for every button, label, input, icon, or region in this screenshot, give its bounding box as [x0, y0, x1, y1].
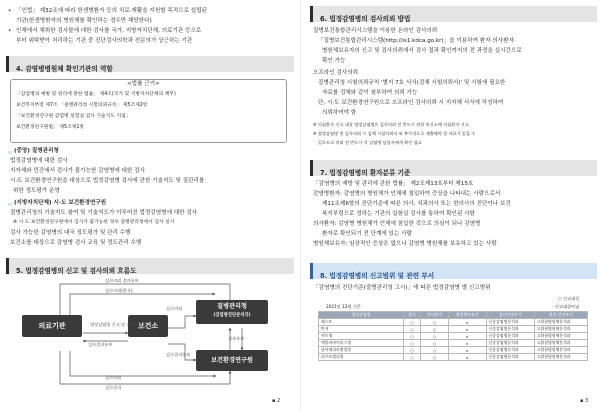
bullet-bar-icon	[8, 151, 12, 154]
local-note: ※ 시·도 보건환경연구원에서 검사가 불가능한 경우 질병관리청에서 검사 실시	[13, 220, 175, 225]
section-6-header	[310, 6, 597, 22]
central-heading: (중앙) 질병관리청	[14, 148, 59, 154]
table-header-cell: 검사담당부서	[486, 312, 534, 319]
sec8-intro: 「감염병의 진단기준(질병관리청 고시)」에 따른 법정감염병 별 신고범위	[313, 285, 491, 291]
table-header-cell: 관리 담당부서	[534, 312, 587, 319]
flow-label: 검사의뢰 결과통보	[105, 278, 139, 283]
flow-label: 검사의뢰	[166, 306, 183, 311]
sec6-item: 「질병보건통합관리시스템(http://is1.kdca.go.kr)」을 이용하여 환자·의사환자·	[318, 38, 516, 44]
legend-item: ○ 신고대상	[558, 296, 580, 301]
table-header-cell: 의사환자	[421, 312, 449, 319]
sec6-item: 질병관리청 시험의뢰규칙 '별지 7호 서식(검체 시험의뢰서)' 및 시험에 필요한	[318, 80, 506, 86]
flow-label: 결과통보	[228, 336, 245, 341]
sec7-item: 환자로 확인되기 전 단계에 있는 사람	[322, 231, 412, 237]
sec6-note: 있으므로 의뢰 전 반드시 각 감염병 담당자에게 확인 필요	[318, 140, 422, 145]
section-7-title: 7. 법정감염병의 환자분류 기준	[320, 169, 411, 177]
table-row: 리프트밸리열 ○ ○ × 신종감염병분석과 고위험병원체분석과	[319, 354, 588, 361]
table-header-cell: 병원체보유자	[448, 312, 486, 319]
table-row: 야토병 ○ ○ × 신종감염병분석과 고위험병원체분석과	[319, 333, 588, 340]
top-item: 「인법」 제32조에 따라 한센병환자 등의 치료·재활을 지원할 목적으로 설립된	[16, 8, 208, 14]
section-7-header	[310, 160, 597, 176]
sec6-item: 단, 시·도 보건환경연구원으로 오프라인 검사의뢰 시 지자체 서식에 작성하여	[318, 100, 504, 106]
flow-label: 검사결과통보	[88, 342, 113, 347]
sec6-note: ※ 법정감염병 및 검사의뢰 시 검체 시험의뢰서 외 추가적으로 제출해야 할 자료가 있을 수	[313, 131, 476, 136]
section-4-header	[6, 56, 294, 72]
health-center-box: 보건소	[128, 315, 168, 337]
top-item: 인체에서 채취한 검사물에 대한 검사를 국가, 지방자치단체, 의료기관 등으로	[16, 28, 202, 34]
legal-item: 보건환경연구원법」 제5조제1항	[16, 125, 85, 130]
section-4-title: 4. 감염병병원체 확인기관의 역할	[16, 65, 113, 73]
sec7-item: 복지부령으로 정하는 기관의 실험실 검사를 통하여 확인된 사람	[322, 211, 475, 217]
sec7-item: 제11조제6항의 진단기준에 따른 의사, 치과의사 또는 한의사의 진단이나 보건	[322, 201, 511, 207]
sec6-item: 오프라인 검사의뢰	[313, 70, 359, 76]
kdca-box	[196, 300, 268, 324]
flow-label: 검사결과	[105, 385, 122, 390]
kdca-title: 질병관리청	[217, 303, 247, 310]
sec7-item: 「감염병의 예방 및 관리에 관한 법률」 제2조제13호부터 제15호	[313, 181, 474, 187]
legal-basis-box	[10, 79, 287, 143]
sec6-note: ※ 의심환자 신고 대상 법정감염병은 검사의뢰 전 반드시 관할 보건소에 의심환자 신고	[313, 122, 469, 127]
table-row: 에볼라바이러스병 ○ ○ × 신종감염병분석과 고위험병원체분석과	[319, 340, 588, 347]
legal-item: 「보건환경연구원 감염병 실험실 검사 기술지도 지침」	[16, 114, 131, 119]
section-8-title: 8. 법정감염병의 신고범위 및 관련 부서	[320, 272, 435, 280]
sec6-item: 의뢰하여야 함	[322, 110, 357, 116]
sec6-item: 자료를 검체와 같이 첨부하여 의뢰 가능	[322, 90, 418, 96]
table-header-cell: 환자	[404, 312, 421, 319]
table-header-cell: 대상감염병	[319, 312, 404, 319]
flow-label: 검사의뢰	[105, 375, 122, 380]
table-row: 탄저 ○ ○ × 신종감염병분석과 고위험병원체분석과	[319, 326, 588, 333]
sec7-item: 감염병환자: 감염병의 병원체가 인체에 침입하여 증상을 나타내는 사람으로서	[313, 191, 501, 197]
page-marker-icon: ▪	[580, 398, 584, 404]
flow-label: 법정감염병 신고 및 검사의뢰	[90, 322, 143, 327]
table-header-row	[319, 312, 588, 319]
central-item: 지자체와 민간에서 검사가 불가능한 감염병에 대한 검사	[10, 168, 145, 174]
top-item: 기관(한센병환자의 병원체를 확인하는 경우만 해당한다)	[16, 18, 152, 24]
institute-box: 보건환경연구원	[196, 350, 268, 371]
section-8-header	[310, 263, 597, 279]
hospital-box: 의료기관	[22, 315, 82, 337]
sec6-item: 질병보건통합관리시스템을 이용한 온라인 검사의뢰	[313, 28, 438, 34]
kdca-subtitle: (감염병진단분석국)	[213, 313, 251, 318]
report-scope-table	[318, 311, 588, 361]
page-marker-icon: ▪	[272, 398, 276, 404]
sec7-item: 병원체보유자: 임상적인 증상은 없으나 감염병 병원체를 보유하고 있는 사람	[313, 241, 497, 247]
sec7-item: 의사환자: 감염병 병원체가 인체에 침입한 것으로 의심이 되나 감염병	[313, 221, 481, 227]
flow-label: 검사의뢰(환자)	[105, 288, 133, 293]
table-row: 페스트 ○ ○ × 신종감염병분석과 고위험병원체분석과	[319, 319, 588, 326]
section-5-header	[6, 258, 294, 274]
sec6-item: 확인 가능	[322, 58, 346, 64]
page-divider	[300, 0, 301, 411]
local-item: 검사 가능한 감염병의 대국 정도평가 및 관리 수행	[10, 230, 131, 236]
bullet-icon: •	[8, 8, 12, 14]
legal-basis-label: <법률 근거>	[127, 81, 160, 87]
central-item: 법정감염병에 대한 검사	[10, 158, 68, 164]
page-number-right: ▪ 3	[580, 398, 589, 404]
local-item: 보건소를 대상으로 감염병 검사 교육 및 정도관리 수행	[10, 240, 142, 246]
table-date: 2021년 12월 기준	[326, 304, 361, 309]
legal-item: 「감염병의 예방 및 관리에 관한 법률」 제4조(국가 및 지방자치단체의 책무)	[16, 92, 176, 97]
top-item: 부터 위탁받아 처리하는 기관 중 진단검사의학과 전문의가 상근하는 기관	[16, 38, 193, 44]
central-item: 시·도 보건환경연구원을 대상으로 법정감염병 검사에 관한 기술지도 및 질관리를	[10, 178, 205, 184]
bullet-bar-icon	[8, 203, 12, 206]
legend-item: - 신고대상아님	[552, 304, 580, 309]
bullet-icon: •	[8, 28, 12, 34]
sec6-item: 병원체보유자의 신고 및 검사의뢰에서 검사 결과 확인까지의 전 과정을 실시간으로	[322, 48, 522, 54]
flow-label: 검사결과통보	[166, 352, 191, 357]
page-number-left: ▪ 2	[272, 398, 281, 404]
central-item: 위한 정도평가 운영	[13, 188, 60, 194]
local-item: 질병관리청의 기술지도 참여 및 기술지도가 이루어진 법정감염병에 대한 검사	[10, 210, 198, 216]
local-heading: (지방자치단체) 시·도 보건환경연구원	[14, 200, 107, 206]
table-row: 남아메리카출혈열 ○ ○ × 신종감염병분석과 고위험병원체분석과	[319, 347, 588, 354]
section-5-title: 5. 법정감염병의 신고 및 검사의뢰 흐름도	[16, 267, 137, 275]
legal-item: 보건복지부령 제7조 「질병관리청 시험의뢰규칙」 제5조제2항	[16, 103, 148, 108]
section-6-title: 6. 법정감염병의 검사의뢰 방법	[320, 15, 411, 23]
